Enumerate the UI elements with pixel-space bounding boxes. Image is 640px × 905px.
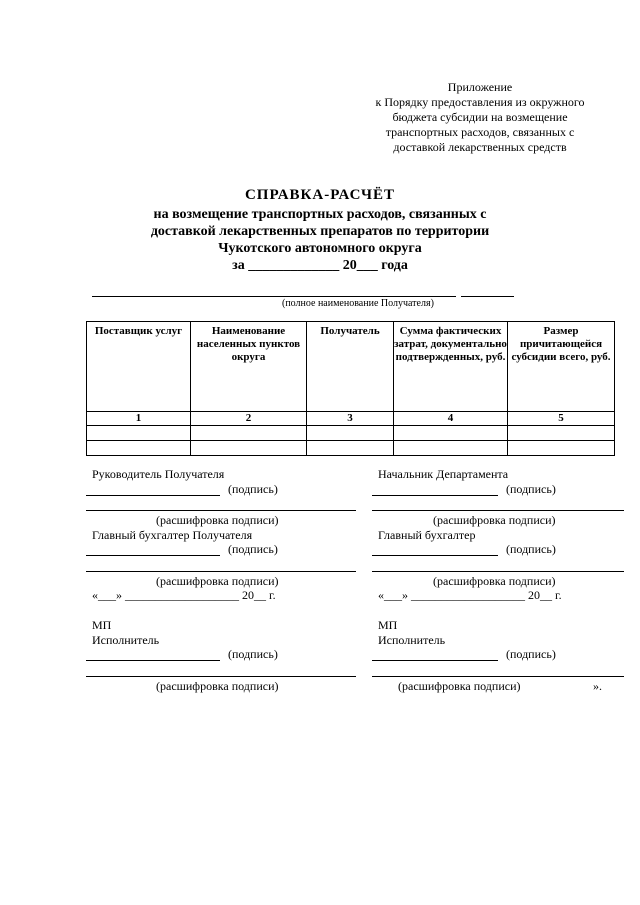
recipient-caption: (полное наименование Получателя): [282, 298, 434, 309]
column-number: 4: [394, 412, 508, 426]
calculation-table: [86, 321, 615, 456]
column-number: 5: [508, 412, 615, 426]
closing-quote: ».: [593, 679, 602, 693]
right-stamp-label: МП: [378, 618, 398, 632]
appendix-line: к Порядку предоставления из окружного: [375, 95, 585, 109]
column-number: 3: [307, 412, 394, 426]
subtitle-line: на возмещение транспортных расходов, связанных с: [153, 207, 487, 222]
right-head-decode-caption: (расшифровка подписи): [433, 513, 556, 527]
left-executor-signature-caption: (подпись): [228, 647, 278, 661]
column-number: 2: [191, 412, 307, 426]
left-head-signature-caption: (подпись): [228, 482, 278, 496]
right-head-title: Начальник Департамента: [378, 467, 509, 481]
table-cell[interactable]: [307, 441, 394, 456]
right-head-decode-line[interactable]: [372, 510, 624, 511]
right-executor-signature-caption: (подпись): [506, 647, 556, 661]
left-head-decode-caption: (расшифровка подписи): [156, 513, 279, 527]
left-date-field[interactable]: «___» ___________________ 20__ г.: [92, 588, 276, 602]
table-number-row: [87, 412, 615, 426]
right-head-signature-line[interactable]: [372, 495, 498, 496]
left-accountant-signature-caption: (подпись): [228, 542, 278, 556]
left-stamp-label: МП: [92, 618, 112, 632]
column-header: Получатель: [307, 322, 394, 412]
table-cell[interactable]: [508, 441, 615, 456]
right-executor-title: Исполнитель: [378, 633, 446, 647]
left-head-title: Руководитель Получателя: [92, 467, 225, 481]
table-cell[interactable]: [87, 441, 191, 456]
column-header: Наименование населенных пунктов округа: [191, 322, 307, 412]
right-accountant-decode-caption: (расшифровка подписи): [433, 574, 556, 588]
left-accountant-title: Главный бухгалтер Получателя: [92, 528, 253, 542]
table-cell[interactable]: [191, 426, 307, 441]
appendix-line: бюджета субсидии на возмещение: [392, 110, 568, 124]
left-accountant-signature-line[interactable]: [86, 555, 220, 556]
right-date-field[interactable]: «___» ___________________ 20__ г.: [378, 588, 562, 602]
right-executor-signature-line[interactable]: [372, 660, 498, 661]
subtitle-period: за _____________ 20___ года: [232, 258, 408, 273]
left-head-decode-line[interactable]: [86, 510, 356, 511]
column-header: Поставщик услуг: [87, 322, 191, 412]
right-head-signature-caption: (подпись): [506, 482, 556, 496]
column-number: 1: [87, 412, 191, 426]
table-row: [87, 441, 615, 456]
right-accountant-decode-line[interactable]: [372, 571, 624, 572]
table-cell[interactable]: [307, 426, 394, 441]
table-cell[interactable]: [87, 426, 191, 441]
right-accountant-title: Главный бухгалтер: [378, 528, 476, 542]
table-row: [87, 426, 615, 441]
column-header: Размер причитающейся субсидии всего, руб.: [508, 322, 615, 412]
left-executor-decode-line[interactable]: [86, 676, 356, 677]
right-executor-decode-caption: (расшифровка подписи): [398, 679, 521, 693]
appendix-line: Приложение: [447, 80, 513, 94]
right-executor-decode-line[interactable]: [372, 676, 624, 677]
table-cell[interactable]: [191, 441, 307, 456]
recipient-line: [92, 296, 456, 297]
right-accountant-signature-line[interactable]: [372, 555, 498, 556]
table-cell[interactable]: [394, 426, 508, 441]
left-executor-decode-caption: (расшифровка подписи): [156, 679, 279, 693]
right-accountant-signature-caption: (подпись): [506, 542, 556, 556]
subtitle-line: доставкой лекарственных препаратов по территории: [150, 224, 490, 239]
appendix-line: транспортных расходов, связанных с: [385, 125, 575, 139]
column-header: Сумма фактических затрат, документально подтвержденных, руб.: [394, 322, 508, 412]
table-header-row: [87, 322, 615, 412]
appendix-line: доставкой лекарственных средств: [393, 140, 567, 154]
left-accountant-decode-line[interactable]: [86, 571, 356, 572]
left-executor-title: Исполнитель: [92, 633, 160, 647]
appendix-note: [355, 80, 605, 155]
document-title: СПРАВКА-РАСЧЁТ: [244, 187, 396, 203]
subtitle-line: Чукотского автономного округа: [218, 241, 422, 256]
recipient-line-short: [461, 296, 514, 297]
table-cell[interactable]: [394, 441, 508, 456]
table-cell[interactable]: [508, 426, 615, 441]
left-executor-signature-line[interactable]: [86, 660, 220, 661]
left-accountant-decode-caption: (расшифровка подписи): [156, 574, 279, 588]
left-head-signature-line[interactable]: [86, 495, 220, 496]
